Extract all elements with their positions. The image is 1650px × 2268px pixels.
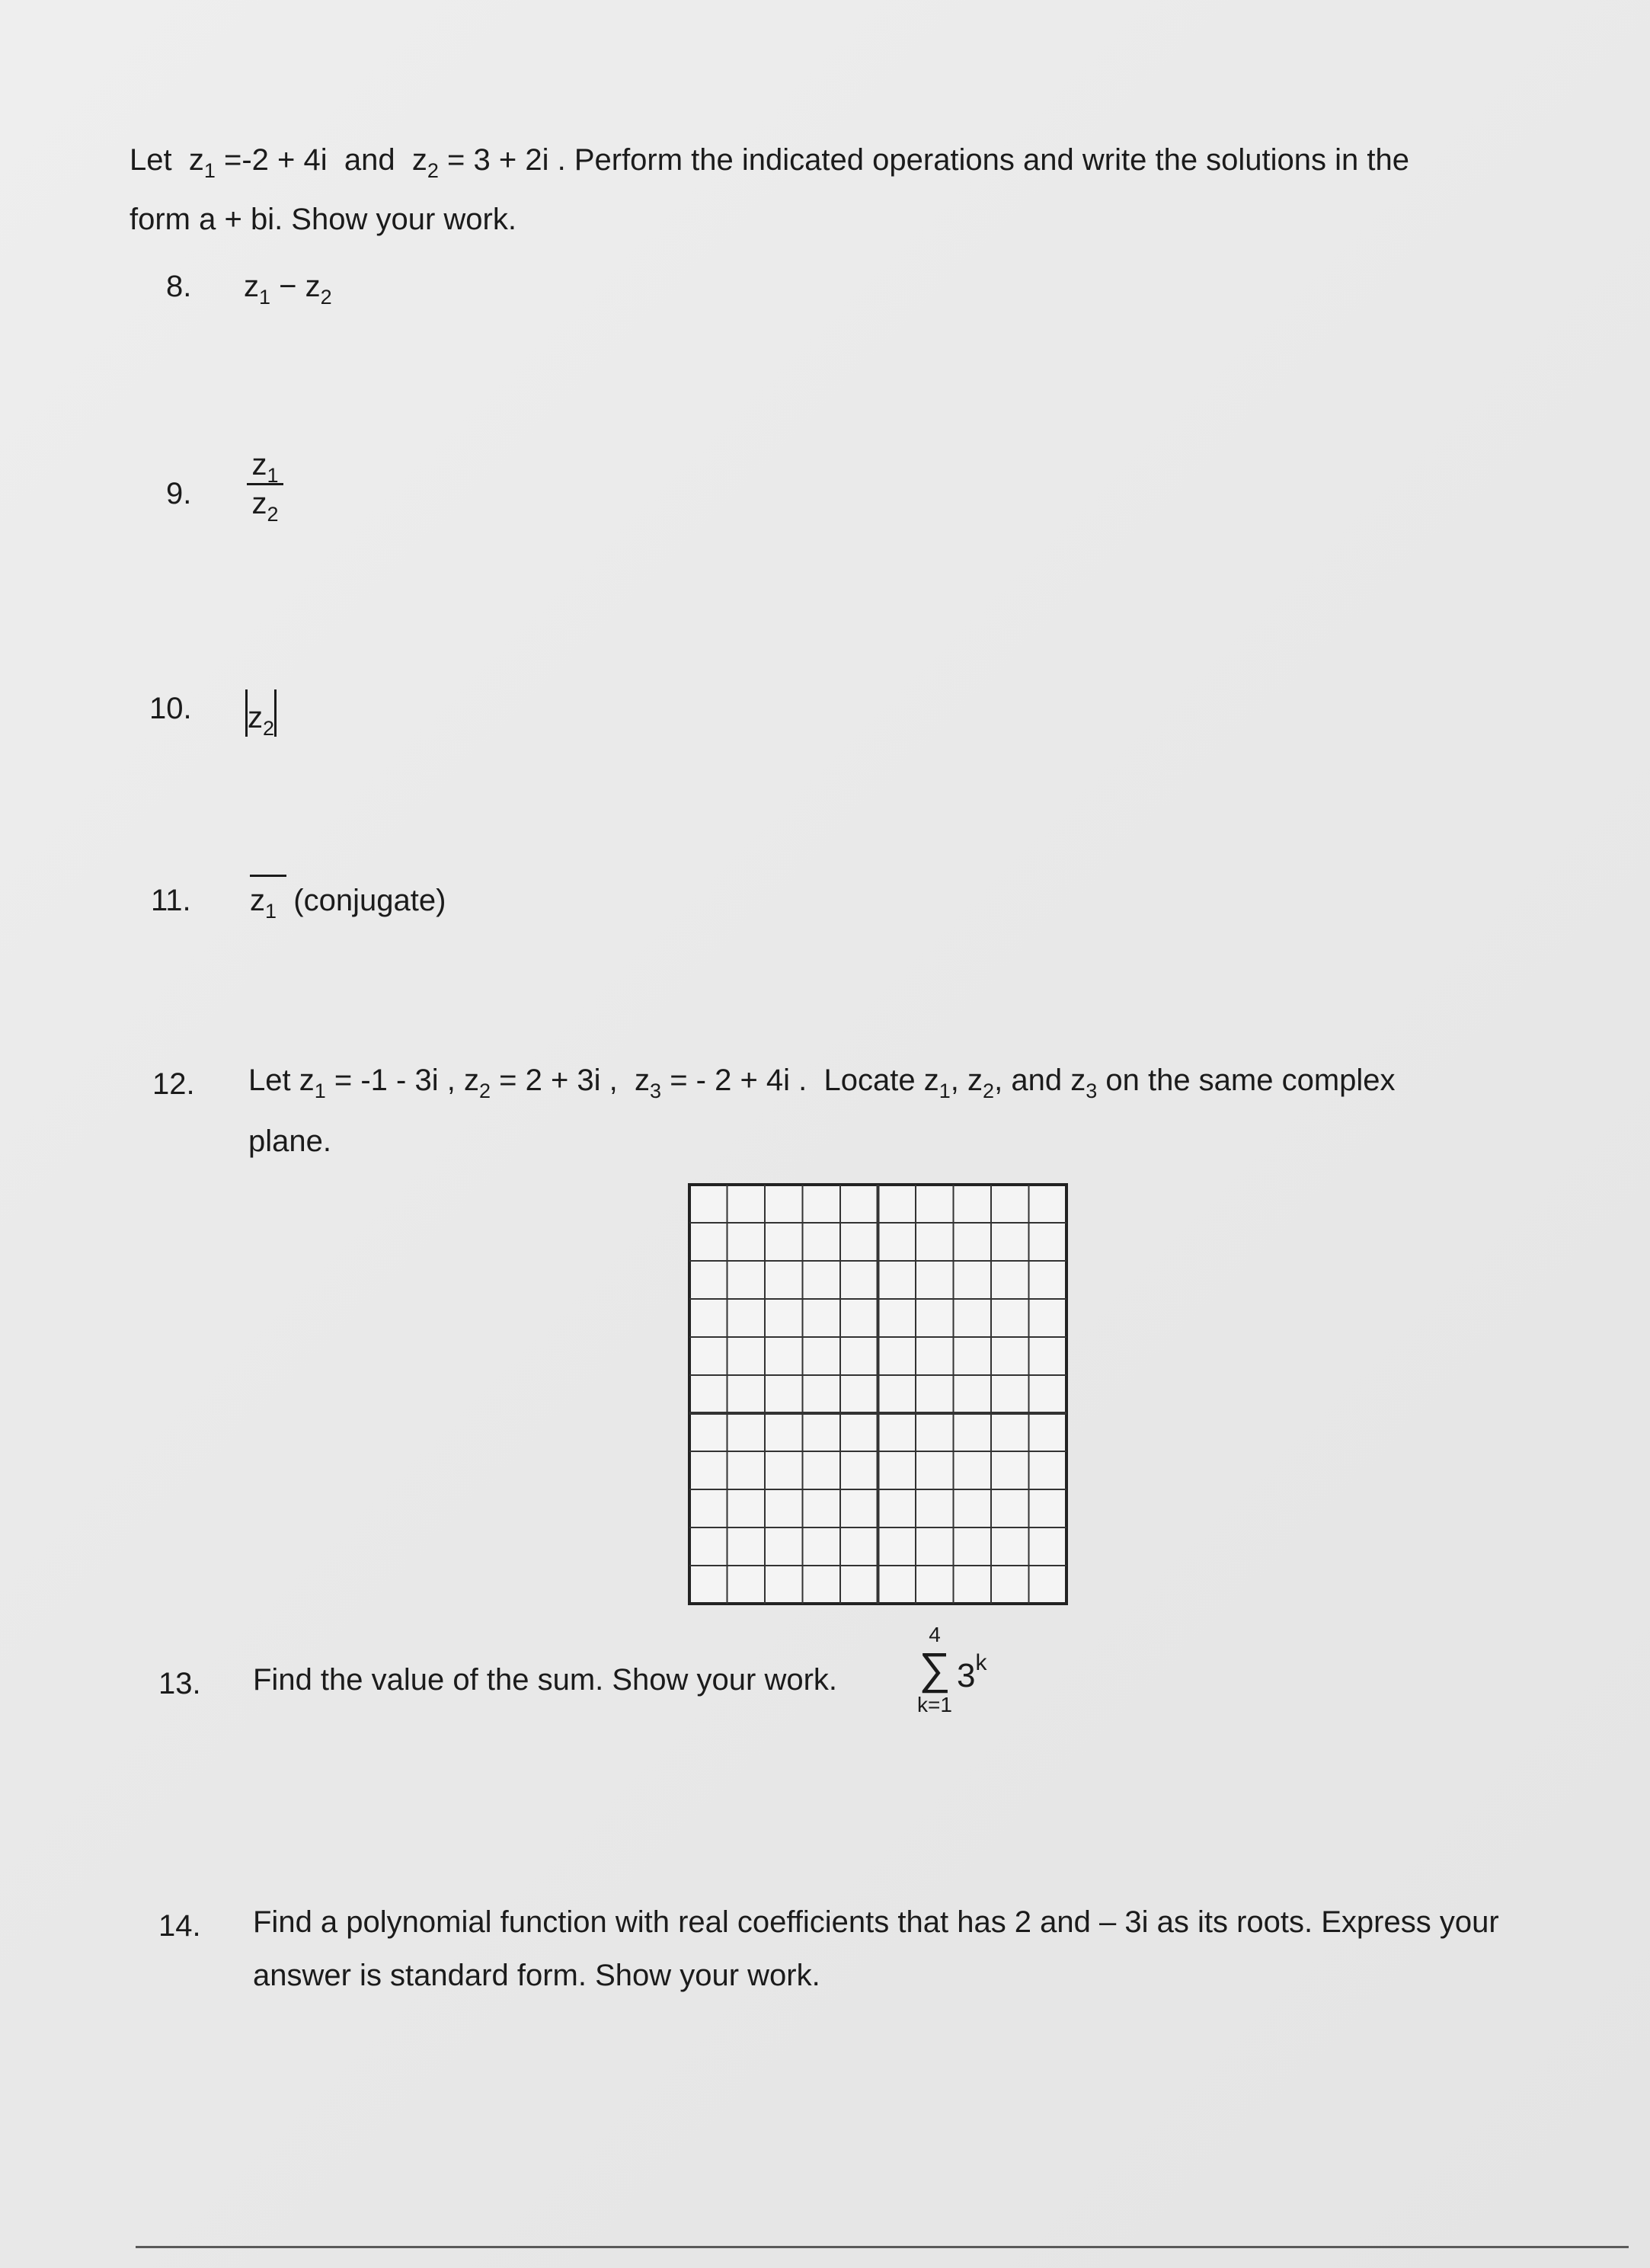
p12-z2-value: = 2 + 3i , <box>499 1064 618 1097</box>
z1-symbol: $z_1$ <box>188 143 216 182</box>
problem-12-number: 12. <box>152 1067 195 1101</box>
problem-10-expression: $z_2$ <box>245 689 277 737</box>
let-word: Let <box>130 143 172 177</box>
instructions-line-1 <box>130 143 1410 182</box>
fraction-denominator: $z_2$ <box>251 487 279 526</box>
summation-exponent: k <box>975 1650 987 1675</box>
instructions-line-2: form a + bi. Show your work. <box>130 203 516 236</box>
sigma-icon: ∑ <box>919 1644 951 1694</box>
problem-9-fraction <box>242 448 288 526</box>
p12-z3-value: = - 2 + 4i . <box>670 1064 807 1097</box>
z2-symbol: $z_2$ <box>411 143 439 182</box>
summation-upper-limit: 4 <box>929 1623 941 1646</box>
problem-14-line-1: Find a polynomial function with real coefficients that has 2 and – 3i as its roots. Express your <box>253 1905 1499 1939</box>
problem-8-expression: $z_1 - z_2$ <box>244 270 332 309</box>
summation <box>908 1624 961 1716</box>
conjugate-bar <box>250 875 286 877</box>
conjugate-label: (conjugate) <box>293 884 446 917</box>
fraction-numerator: $z_1$ <box>251 448 279 487</box>
p12-z1-value: = -1 - 3i , <box>334 1064 456 1097</box>
z1-definition: =-2 + 4i <box>224 143 328 177</box>
problem-14-line-2: answer is standard form. Show your work. <box>253 1959 820 1992</box>
complex-plane-grid[interactable] <box>686 1181 1070 1607</box>
problem-12-line-1: Let $z_1 = -1 - 3i$ , $z_2 = 2 + 3i$ , $z_3$ = - 2 + 4i . Locate $z_1$, $z_2$, and $z_3$ on the same complex <box>248 1064 1396 1102</box>
abs-bar-right <box>274 689 277 737</box>
problem-12-line-2: plane. <box>248 1124 331 1158</box>
problem-13-number: 13. <box>158 1667 201 1700</box>
summation-lower-limit: k=1 <box>917 1693 952 1716</box>
and-word: and <box>344 143 395 177</box>
z2-definition: = 3 + 2i <box>447 143 549 177</box>
problem-13-text: Find the value of the sum. Show your work. <box>253 1663 838 1697</box>
problem-11-expression: $z_1$ (conjugate) <box>250 884 446 923</box>
summation-term: 3$^k$ <box>957 1650 987 1694</box>
problem-10-number: 10. <box>149 692 192 725</box>
problem-11-number: 11. <box>151 884 191 917</box>
problem-8-number: 8. <box>166 270 192 303</box>
problem-9-number: 9. <box>166 477 192 510</box>
instructions-tail: . Perform the indicated operations and write the solutions in the <box>557 143 1410 177</box>
problem-14-number: 14. <box>158 1909 201 1943</box>
footer-divider <box>136 2246 1629 2248</box>
